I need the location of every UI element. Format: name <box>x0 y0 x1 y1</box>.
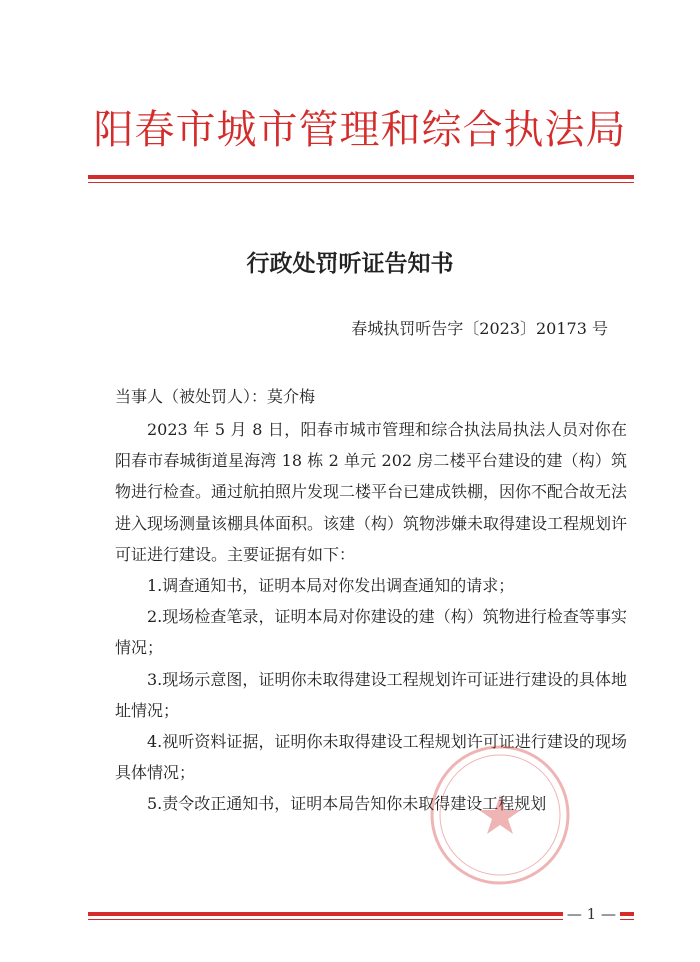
body-text <box>115 414 627 820</box>
evidence-item-2: 2.现场检查笔录，证明本局对你建设的建（构）筑物进行检查等事实情况； <box>115 607 627 658</box>
footer-rule-thin <box>88 919 634 920</box>
footer-rule-thick <box>88 912 634 916</box>
document-title: 行政处罚听证告知书 <box>246 250 454 277</box>
header-rule-thick <box>88 175 634 179</box>
evidence-item-5: 5.责令改正通知书，证明本局告知你未取得建设工程规划 <box>147 794 547 814</box>
evidence-item-4: 4.视听资料证据，证明你未取得建设工程规划许可证进行建设的现场具体情况； <box>115 732 627 783</box>
page-number: — 1 — <box>563 905 620 923</box>
header-rule-thin <box>88 182 634 183</box>
evidence-item-1: 1.调查通知书，证明本局对你发出调查通知的请求； <box>147 576 515 596</box>
body-paragraph-intro: 2023 年 5 月 8 日，阳春市城市管理和综合执法局执法人员对你在阳春市春城街道星海湾 18 栋 2 单元 202 房二楼平台建设的建（构）筑物进行检查。通过航拍照片发现二楼平台已建成铁棚，因你不配合故无法进入现场测量该棚具体面积。该建（构）筑物涉嫌未取得建设工程规划许可证进行建设。主要证据有如下： <box>115 420 628 564</box>
recipient-line: 当事人（被处罚人）：莫介梅 <box>115 387 316 406</box>
document-number: 春城执罚听告字〔2023〕20173 号 <box>351 319 608 338</box>
evidence-item-3: 3.现场示意图，证明你未取得建设工程规划许可证进行建设的具体地址情况； <box>115 669 627 720</box>
agency-masthead: 阳春市城市管理和综合执法局 <box>93 107 627 153</box>
